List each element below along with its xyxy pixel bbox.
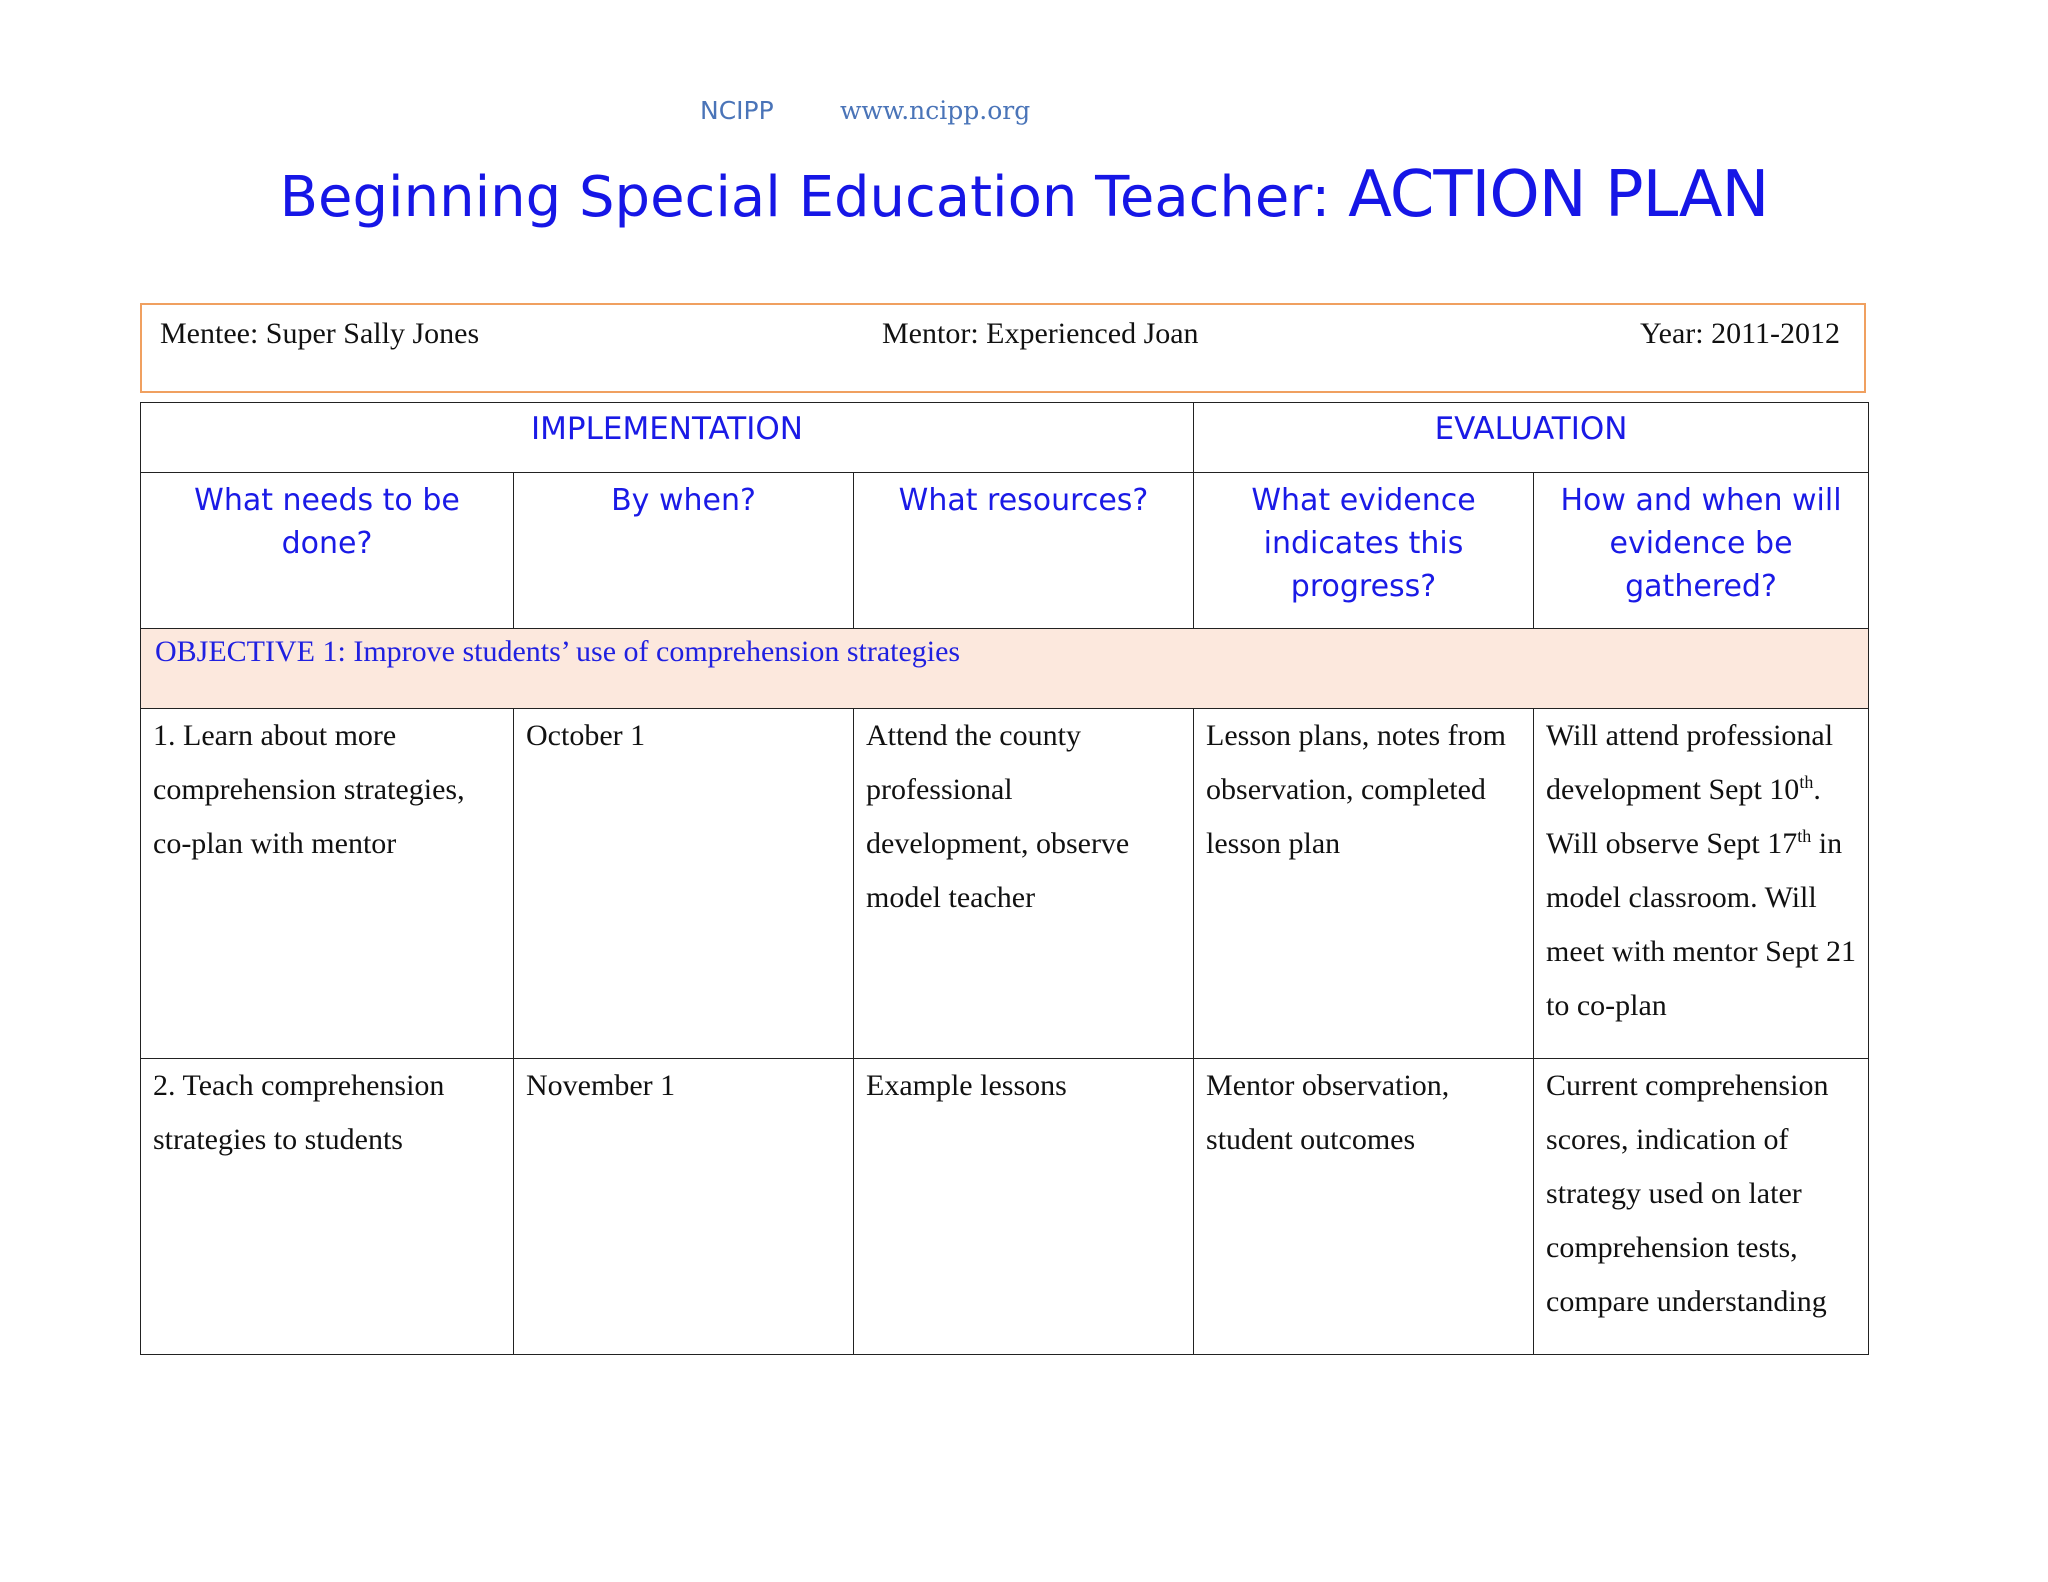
evidence-cell: Lesson plans, notes from observation, completed lesson plan bbox=[1194, 709, 1534, 1059]
gathered-cell: Current comprehension scores, indication of strategy used on later comprehension tests, compare understanding bbox=[1534, 1059, 1869, 1355]
year-field: Year: 2011-2012 bbox=[1640, 317, 1840, 350]
gathered-cell bbox=[1534, 709, 1869, 1059]
resources-cell: Attend the county professional development, observe model teacher bbox=[854, 709, 1194, 1059]
section-header-row bbox=[141, 403, 1869, 473]
column-header-by-when: By when? bbox=[514, 473, 854, 629]
column-header-evidence: What evidence indicates this progress? bbox=[1194, 473, 1534, 629]
objective-text: OBJECTIVE 1: Improve students’ use of comprehension strategies bbox=[141, 629, 1869, 709]
gathered-text: Will attend professional development Sept 10 bbox=[1546, 719, 1834, 806]
evaluation-header: EVALUATION bbox=[1194, 403, 1869, 473]
table-row bbox=[141, 1059, 1869, 1355]
gathered-text: . Will observe Sept 17 bbox=[1546, 773, 1821, 860]
org-line bbox=[0, 96, 2048, 136]
org-url-link[interactable]: www.ncipp.org bbox=[840, 96, 1031, 125]
column-header-resources: What resources? bbox=[854, 473, 1194, 629]
ordinal-suffix: th bbox=[1799, 772, 1814, 792]
column-header-gathered: How and when will evidence be gathered? bbox=[1534, 473, 1869, 629]
page-title-emphasis: ACTION PLAN bbox=[1348, 158, 1769, 232]
resources-cell: Example lessons bbox=[854, 1059, 1194, 1355]
page-title-main: Beginning Special Education Teacher: bbox=[279, 165, 1349, 230]
page-title bbox=[0, 158, 2048, 232]
by-when-cell: October 1 bbox=[514, 709, 854, 1059]
ordinal-suffix: th bbox=[1797, 826, 1812, 846]
task-cell: 2. Teach comprehension strategies to students bbox=[141, 1059, 514, 1355]
mentor-field: Mentor: Experienced Joan bbox=[882, 317, 1199, 350]
meta-info-box bbox=[140, 303, 1866, 393]
gathered-text: in model classroom. Will meet with mentor Sept 21 to co-plan bbox=[1546, 827, 1856, 1022]
by-when-cell: November 1 bbox=[514, 1059, 854, 1355]
column-header-task: What needs to be done? bbox=[141, 473, 514, 629]
action-plan-table bbox=[140, 402, 1869, 1355]
evidence-cell: Mentor observation, student outcomes bbox=[1194, 1059, 1534, 1355]
column-header-row bbox=[141, 473, 1869, 629]
mentee-field: Mentee: Super Sally Jones bbox=[160, 317, 480, 350]
table-row bbox=[141, 709, 1869, 1059]
objective-row bbox=[141, 629, 1869, 709]
task-cell: 1. Learn about more comprehension strategies, co-plan with mentor bbox=[141, 709, 514, 1059]
implementation-header: IMPLEMENTATION bbox=[141, 403, 1194, 473]
org-name: NCIPP bbox=[700, 96, 774, 125]
